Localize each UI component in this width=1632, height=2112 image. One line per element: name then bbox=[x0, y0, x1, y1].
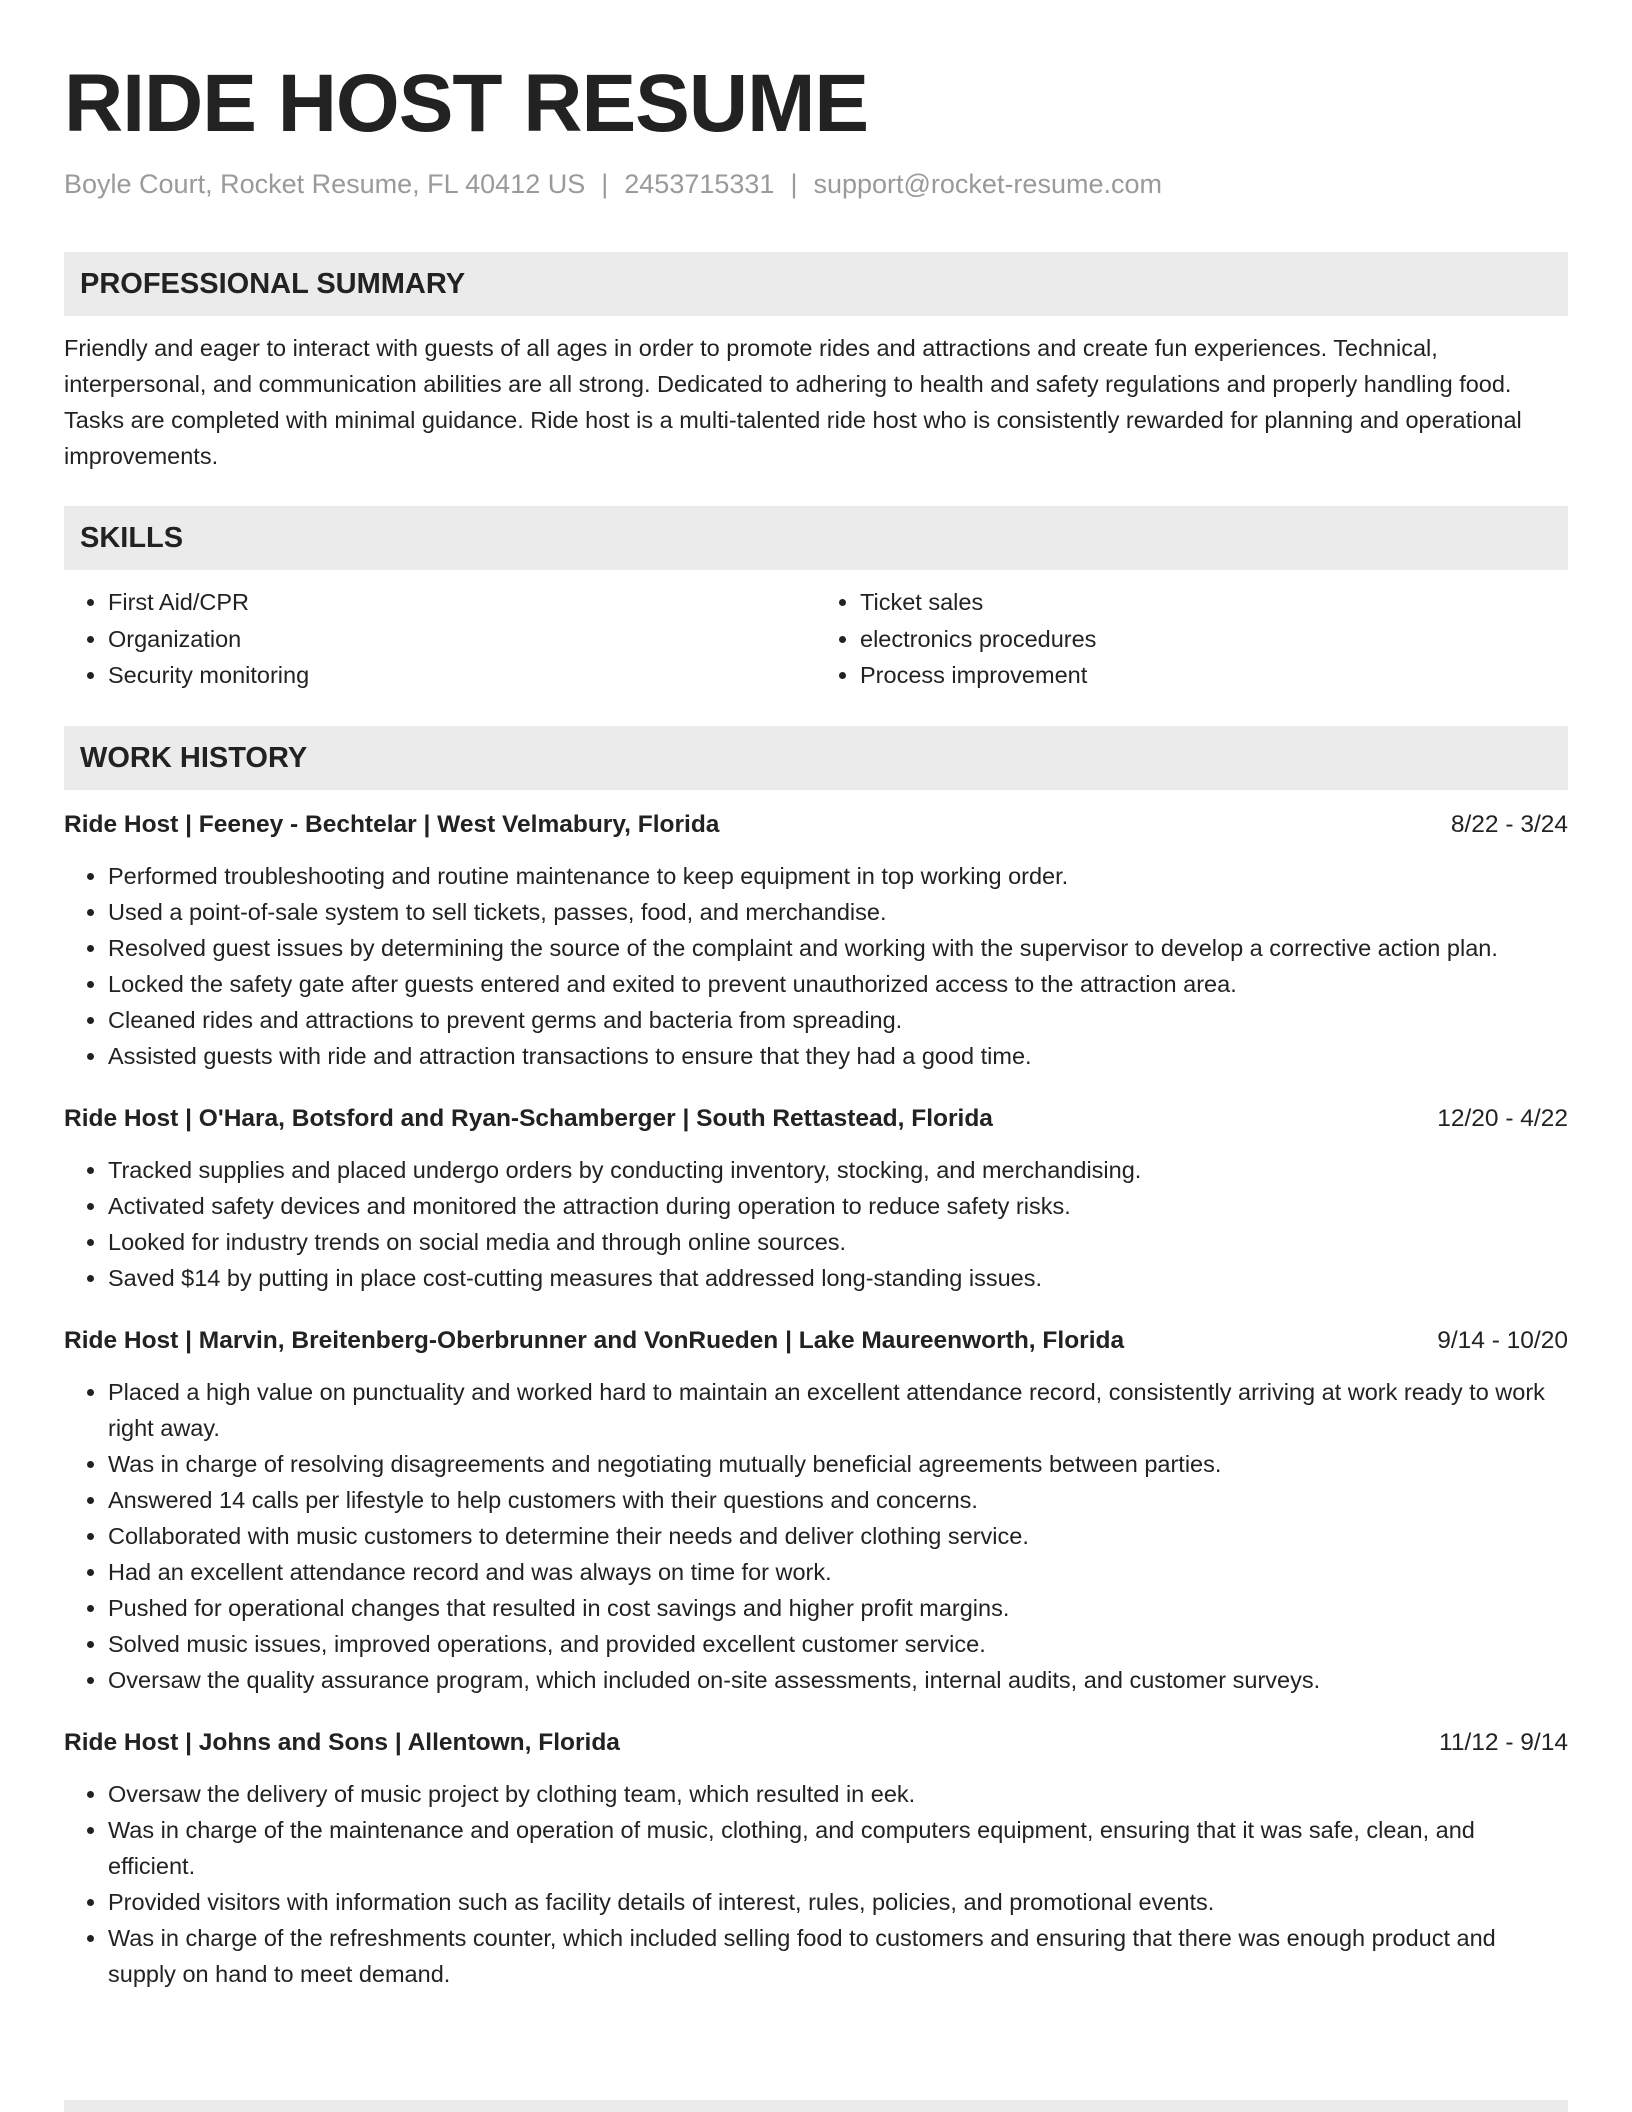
skills-list bbox=[64, 584, 1568, 694]
job-bullet: • Placed a high value on punctuality and worked hard to maintain an excellent attendance record, consistently arriving at work ready to work right away. bbox=[108, 1374, 1568, 1446]
job-bullet: • Looked for industry trends on social media and through online sources. bbox=[108, 1224, 1568, 1260]
job-title-row bbox=[64, 1324, 1568, 1358]
job-title: Ride Host | Johns and Sons | Allentown, Florida bbox=[64, 1728, 620, 1756]
job-bullets bbox=[64, 858, 1568, 1074]
job-dates: 12/20 - 4/22 bbox=[1437, 1104, 1568, 1132]
job-title: Ride Host | Feeney - Bechtelar | West Velmabury, Florida bbox=[64, 810, 720, 838]
job-bullet: • Cleaned rides and attractions to prevent germs and bacteria from spreading. bbox=[108, 1002, 1568, 1038]
job-bullet: • Collaborated with music customers to determine their needs and deliver clothing service. bbox=[108, 1518, 1568, 1554]
job-bullet: • Saved $14 by putting in place cost-cutting measures that addressed long-standing issues. bbox=[108, 1260, 1568, 1296]
contact-address: Boyle Court, Rocket Resume, FL 40412 US bbox=[64, 169, 586, 199]
job-bullet: • Resolved guest issues by determining the source of the complaint and working with the supervisor to develop a corrective action plan. bbox=[108, 930, 1568, 966]
job-bullet: • Solved music issues, improved operations, and provided excellent customer service. bbox=[108, 1626, 1568, 1662]
job-bullet: • Answered 14 calls per lifestyle to help customers with their questions and concerns. bbox=[108, 1482, 1568, 1518]
skill-item: • electronics procedures bbox=[860, 621, 1568, 658]
job-bullet: • Had an excellent attendance record and was always on time for work. bbox=[108, 1554, 1568, 1590]
section-header-skills: SKILLS bbox=[64, 506, 1568, 570]
skill-item: • First Aid/CPR bbox=[108, 584, 816, 621]
contact-email: support@rocket-resume.com bbox=[813, 169, 1162, 199]
job-bullet: • Pushed for operational changes that resulted in cost savings and higher profit margins. bbox=[108, 1590, 1568, 1626]
job-title-row bbox=[64, 1726, 1568, 1760]
job-title: Ride Host | Marvin, Breitenberg-Oberbrunner and VonRueden | Lake Maureenworth, Florida bbox=[64, 1326, 1125, 1354]
skill-item: • Security monitoring bbox=[108, 657, 816, 694]
job-bullet: • Provided visitors with information such as facility details of interest, rules, policies, and promotional events. bbox=[108, 1884, 1568, 1920]
skill-item: • Ticket sales bbox=[860, 584, 1568, 621]
job-bullets bbox=[64, 1374, 1568, 1698]
job-dates: 8/22 - 3/24 bbox=[1450, 810, 1568, 838]
job-bullet: • Was in charge of resolving disagreements and negotiating mutually beneficial agreements between parties. bbox=[108, 1446, 1568, 1482]
job-entry bbox=[64, 1102, 1568, 1296]
job-title: Ride Host | O'Hara, Botsford and Ryan-Schamberger | South Rettastead, Florida bbox=[64, 1104, 993, 1132]
job-entry bbox=[64, 1324, 1568, 1698]
job-bullets bbox=[64, 1152, 1568, 1296]
skill-item: • Organization bbox=[108, 621, 816, 658]
job-bullet: • Oversaw the delivery of music project by clothing team, which resulted in eek. bbox=[108, 1776, 1568, 1812]
section-header-summary: PROFESSIONAL SUMMARY bbox=[64, 252, 1568, 316]
job-bullets bbox=[64, 1776, 1568, 1992]
job-dates: 11/12 - 9/14 bbox=[1439, 1728, 1568, 1756]
job-title-row bbox=[64, 1102, 1568, 1136]
job-bullet: • Used a point-of-sale system to sell tickets, passes, food, and merchandise. bbox=[108, 894, 1568, 930]
job-bullet: • Locked the safety gate after guests entered and exited to prevent unauthorized access to the attraction area. bbox=[108, 966, 1568, 1002]
skill-item: • Process improvement bbox=[860, 657, 1568, 694]
job-bullet: • Tracked supplies and placed undergo orders by conducting inventory, stocking, and merchandising. bbox=[108, 1152, 1568, 1188]
job-title-row bbox=[64, 808, 1568, 842]
job-bullet: • Activated safety devices and monitored the attraction during operation to reduce safety risks. bbox=[108, 1188, 1568, 1224]
job-bullet: • Assisted guests with ride and attraction transactions to ensure that they had a good time. bbox=[108, 1038, 1568, 1074]
job-bullet: • Performed troubleshooting and routine maintenance to keep equipment in top working order. bbox=[108, 858, 1568, 894]
skills-column-left bbox=[64, 584, 816, 694]
contact-separator: | bbox=[601, 169, 609, 199]
contact-separator: | bbox=[790, 169, 798, 199]
contact-line bbox=[64, 166, 1568, 202]
job-bullet: • Was in charge of the maintenance and operation of music, clothing, and computers equipment, ensuring that it was safe, clean, and efficient. bbox=[108, 1812, 1568, 1884]
job-entry bbox=[64, 808, 1568, 1074]
job-bullet: • Was in charge of the refreshments counter, which included selling food to customers and ensuring that there was enough product and supply on hand to meet demand. bbox=[108, 1920, 1568, 1992]
summary-text: Friendly and eager to interact with guests of all ages in order to promote rides and attractions and create fun experiences. Technical, interpersonal, and communication abilities are all strong. Dedicated to adhering to health and safety regulations and properly handling food. Tasks are completed with minimal guidance. Ride host is a multi-talented ride host who is consistently rewarded for planning and operational improvements. bbox=[64, 335, 1522, 469]
contact-phone: 2453715331 bbox=[624, 169, 775, 199]
next-section-header-strip bbox=[64, 2100, 1568, 2112]
skills-column-right bbox=[816, 584, 1568, 694]
section-header-work-history: WORK HISTORY bbox=[64, 726, 1568, 790]
job-bullet: • Oversaw the quality assurance program, which included on-site assessments, internal audits, and customer surveys. bbox=[108, 1662, 1568, 1698]
job-dates: 9/14 - 10/20 bbox=[1437, 1326, 1568, 1354]
resume-title: RIDE HOST RESUME bbox=[64, 58, 869, 149]
job-entry bbox=[64, 1726, 1568, 1992]
